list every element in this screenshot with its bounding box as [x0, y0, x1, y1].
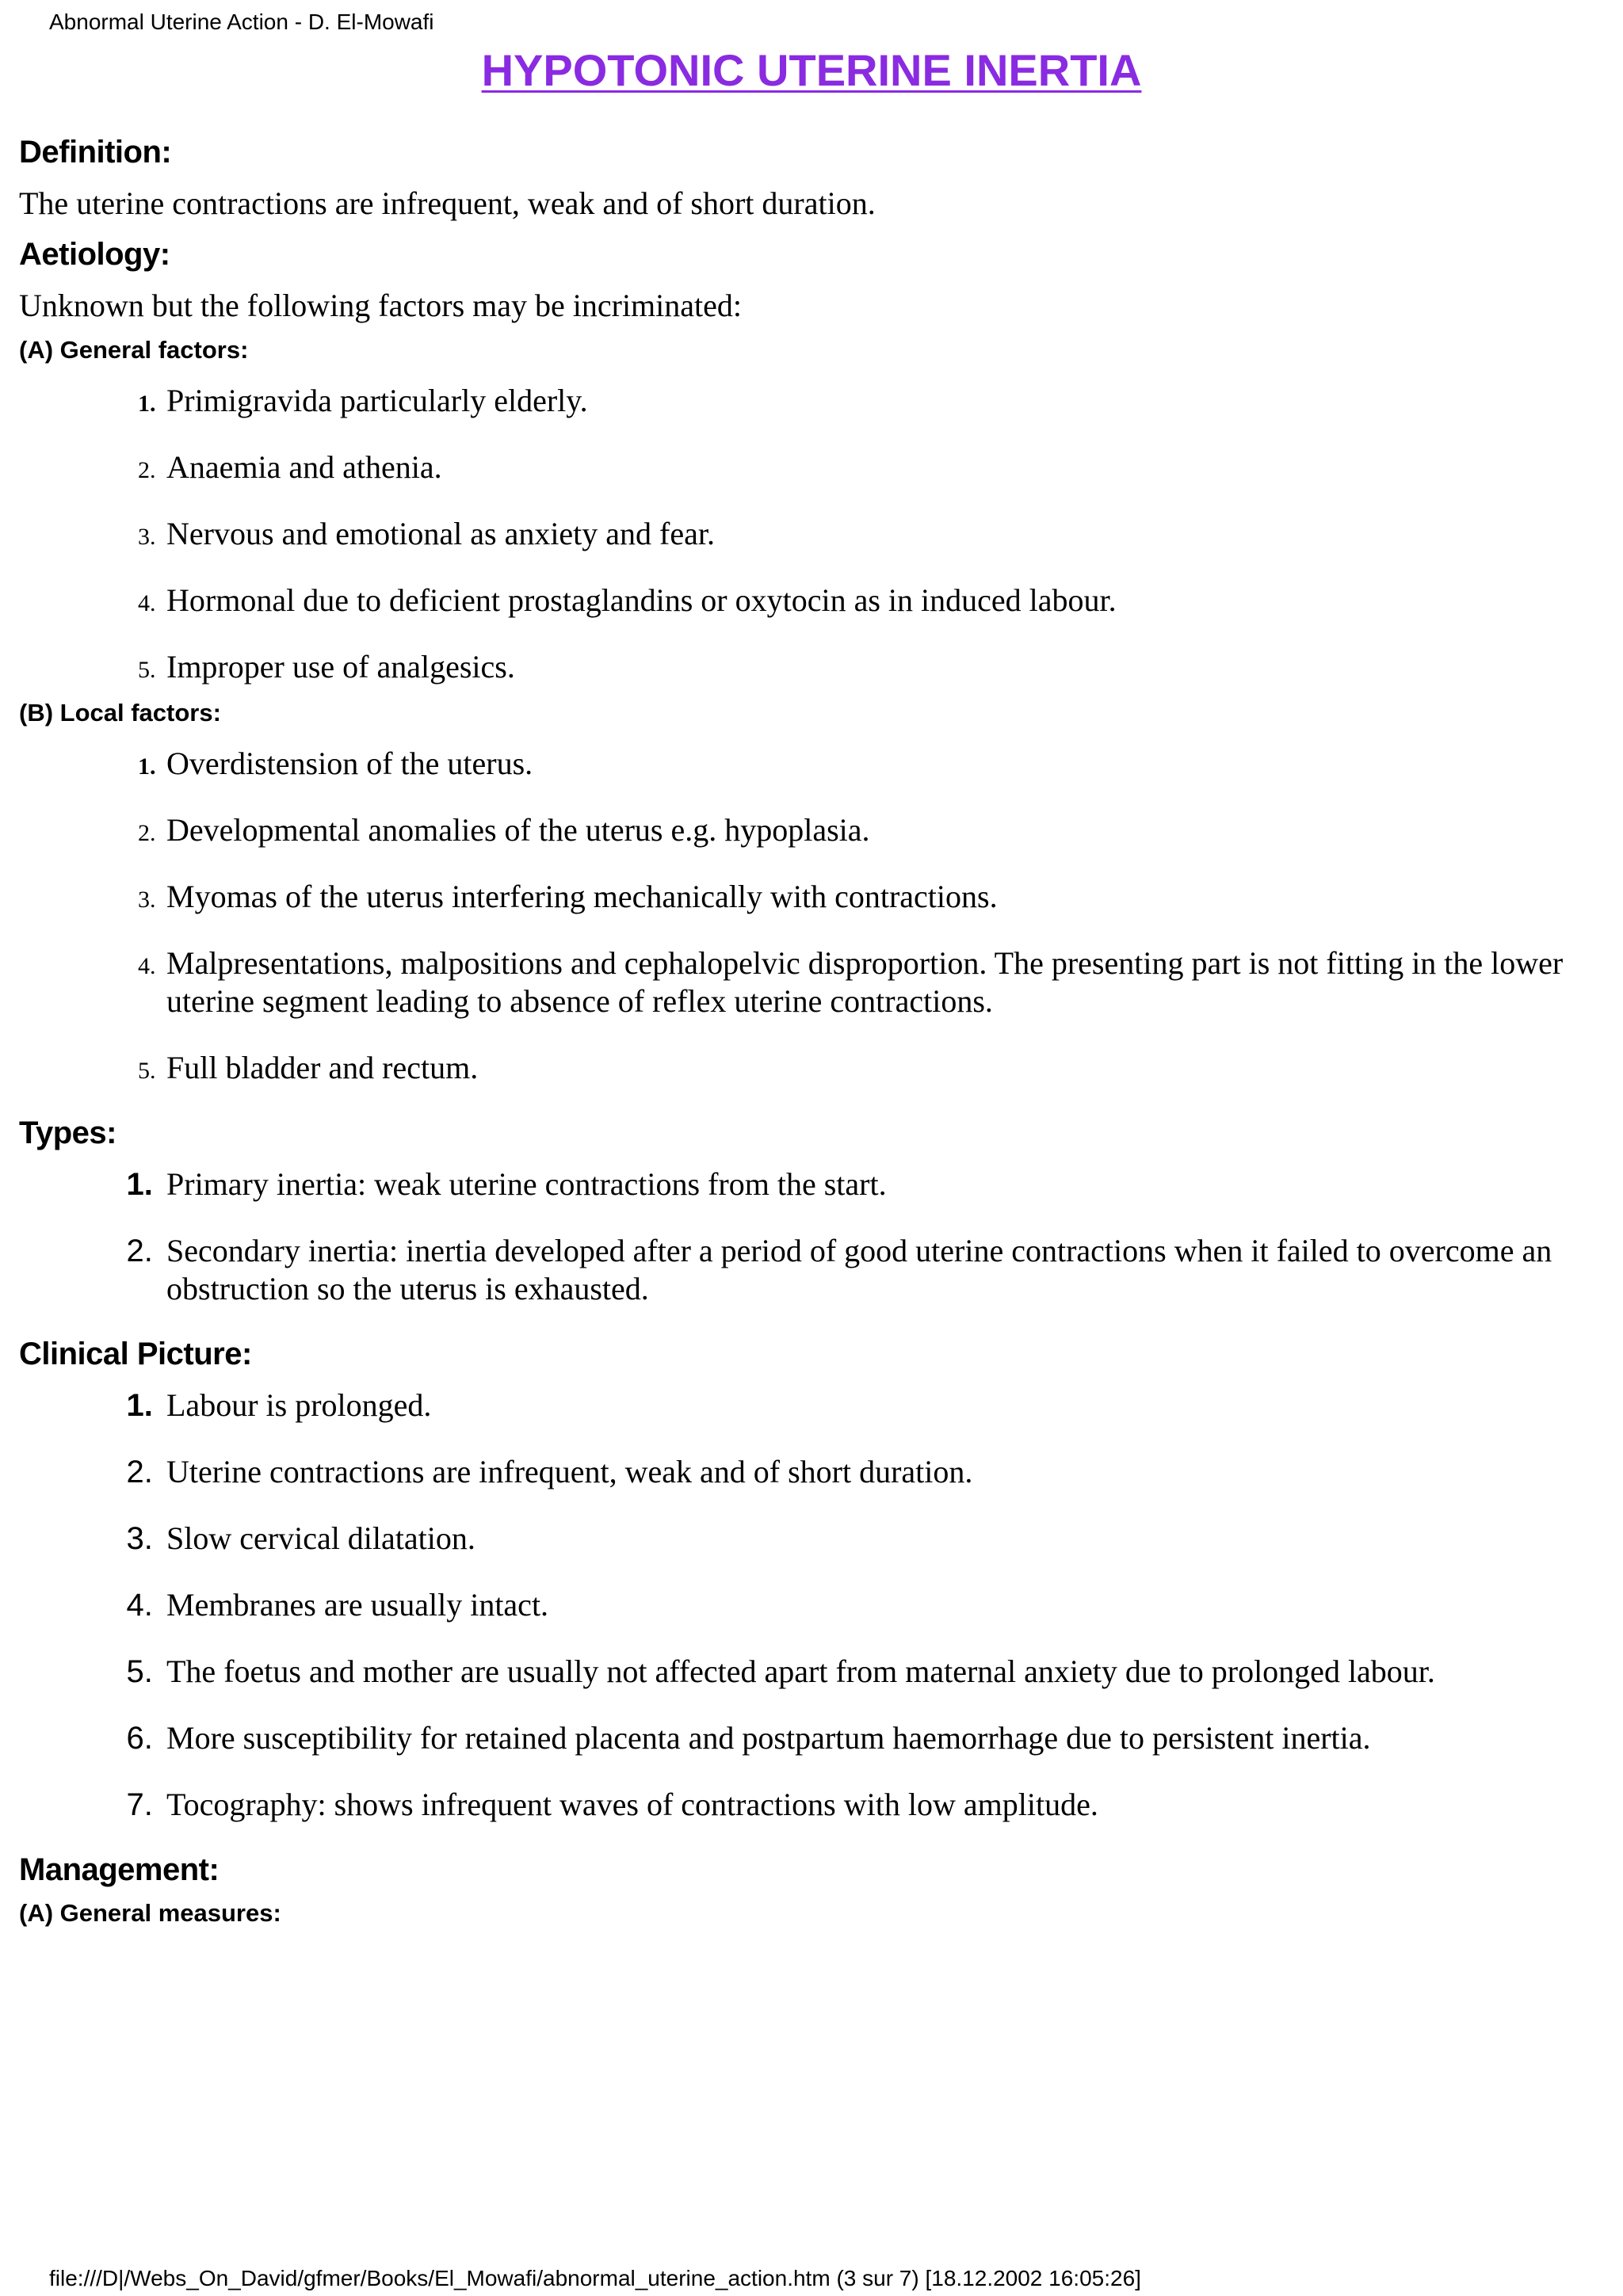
aetiology-heading: Aetiology:: [19, 237, 170, 272]
definition-text: The uterine contractions are infrequent, weak and of short duration.: [19, 185, 876, 221]
clinical-picture-heading: Clinical Picture:: [19, 1337, 252, 1371]
general-measures-heading: (A) General measures:: [19, 1899, 281, 1927]
list-item: 1. Primigravida particularly elderly.: [162, 382, 1596, 420]
list-item: 6. More susceptibility for retained placenta and postpartum haemorrhage due to persistent inertia.: [162, 1719, 1596, 1757]
general-factors-heading: (A) General factors:: [19, 336, 249, 364]
clinical-picture-list: [19, 1386, 1596, 1824]
list-item: 5. Improper use of analgesics.: [162, 648, 1596, 686]
list-item: 3. Myomas of the uterus interfering mechanically with contractions.: [162, 878, 1596, 916]
management-heading: Management:: [19, 1852, 220, 1887]
general-factors-list: [19, 382, 1596, 686]
list-item: 3. Nervous and emotional as anxiety and fear.: [162, 515, 1596, 553]
list-item: 5. Full bladder and rectum.: [162, 1049, 1596, 1087]
page-header: Abnormal Uterine Action - D. El-Mowafi: [49, 10, 434, 34]
list-item: 7. Tocography: shows infrequent waves of contractions with low amplitude.: [162, 1786, 1596, 1824]
types-heading: Types:: [19, 1116, 116, 1150]
page-title: HYPOTONIC UTERINE INERTIA: [481, 45, 1142, 95]
list-item: 5. The foetus and mother are usually not affected apart from maternal anxiety due to prolonged labour.: [162, 1653, 1596, 1691]
list-item: 1. Overdistension of the uterus.: [162, 745, 1596, 783]
list-item: 2. Uterine contractions are infrequent, weak and of short duration.: [162, 1453, 1596, 1491]
list-item: 3. Slow cervical dilatation.: [162, 1520, 1596, 1558]
page-footer-url: file:///D|/Webs_On_David/gfmer/Books/El_Mowafi/abnormal_uterine_action.htm (3 sur 7) [18.12.2002 16:05:26]: [49, 2266, 1141, 2290]
list-item: 4. Malpresentations, malpositions and cephalopelvic disproportion. The presenting part is not fitting in the lower uterine segment leading to absence of reflex uterine contractions.: [162, 944, 1596, 1020]
list-item: 2. Anaemia and athenia.: [162, 448, 1596, 486]
aetiology-intro: Unknown but the following factors may be incriminated:: [19, 288, 743, 323]
list-item: 1. Primary inertia: weak uterine contractions from the start.: [162, 1165, 1596, 1203]
list-item: 4. Membranes are usually intact.: [162, 1586, 1596, 1624]
definition-heading: Definition:: [19, 135, 172, 170]
list-item: 4. Hormonal due to deficient prostaglandins or oxytocin as in induced labour.: [162, 582, 1596, 620]
local-factors-list: [19, 745, 1596, 1087]
document-body: [19, 135, 1596, 1945]
list-item: 2. Developmental anomalies of the uterus e.g. hypoplasia.: [162, 811, 1596, 849]
list-item: 1. Labour is prolonged.: [162, 1386, 1596, 1425]
types-list: [19, 1165, 1596, 1308]
local-factors-heading: (B) Local factors:: [19, 699, 221, 727]
list-item: 2. Secondary inertia: inertia developed after a period of good uterine contractions when it failed to overcome an obstruction so the uterus is exhausted.: [162, 1232, 1596, 1308]
